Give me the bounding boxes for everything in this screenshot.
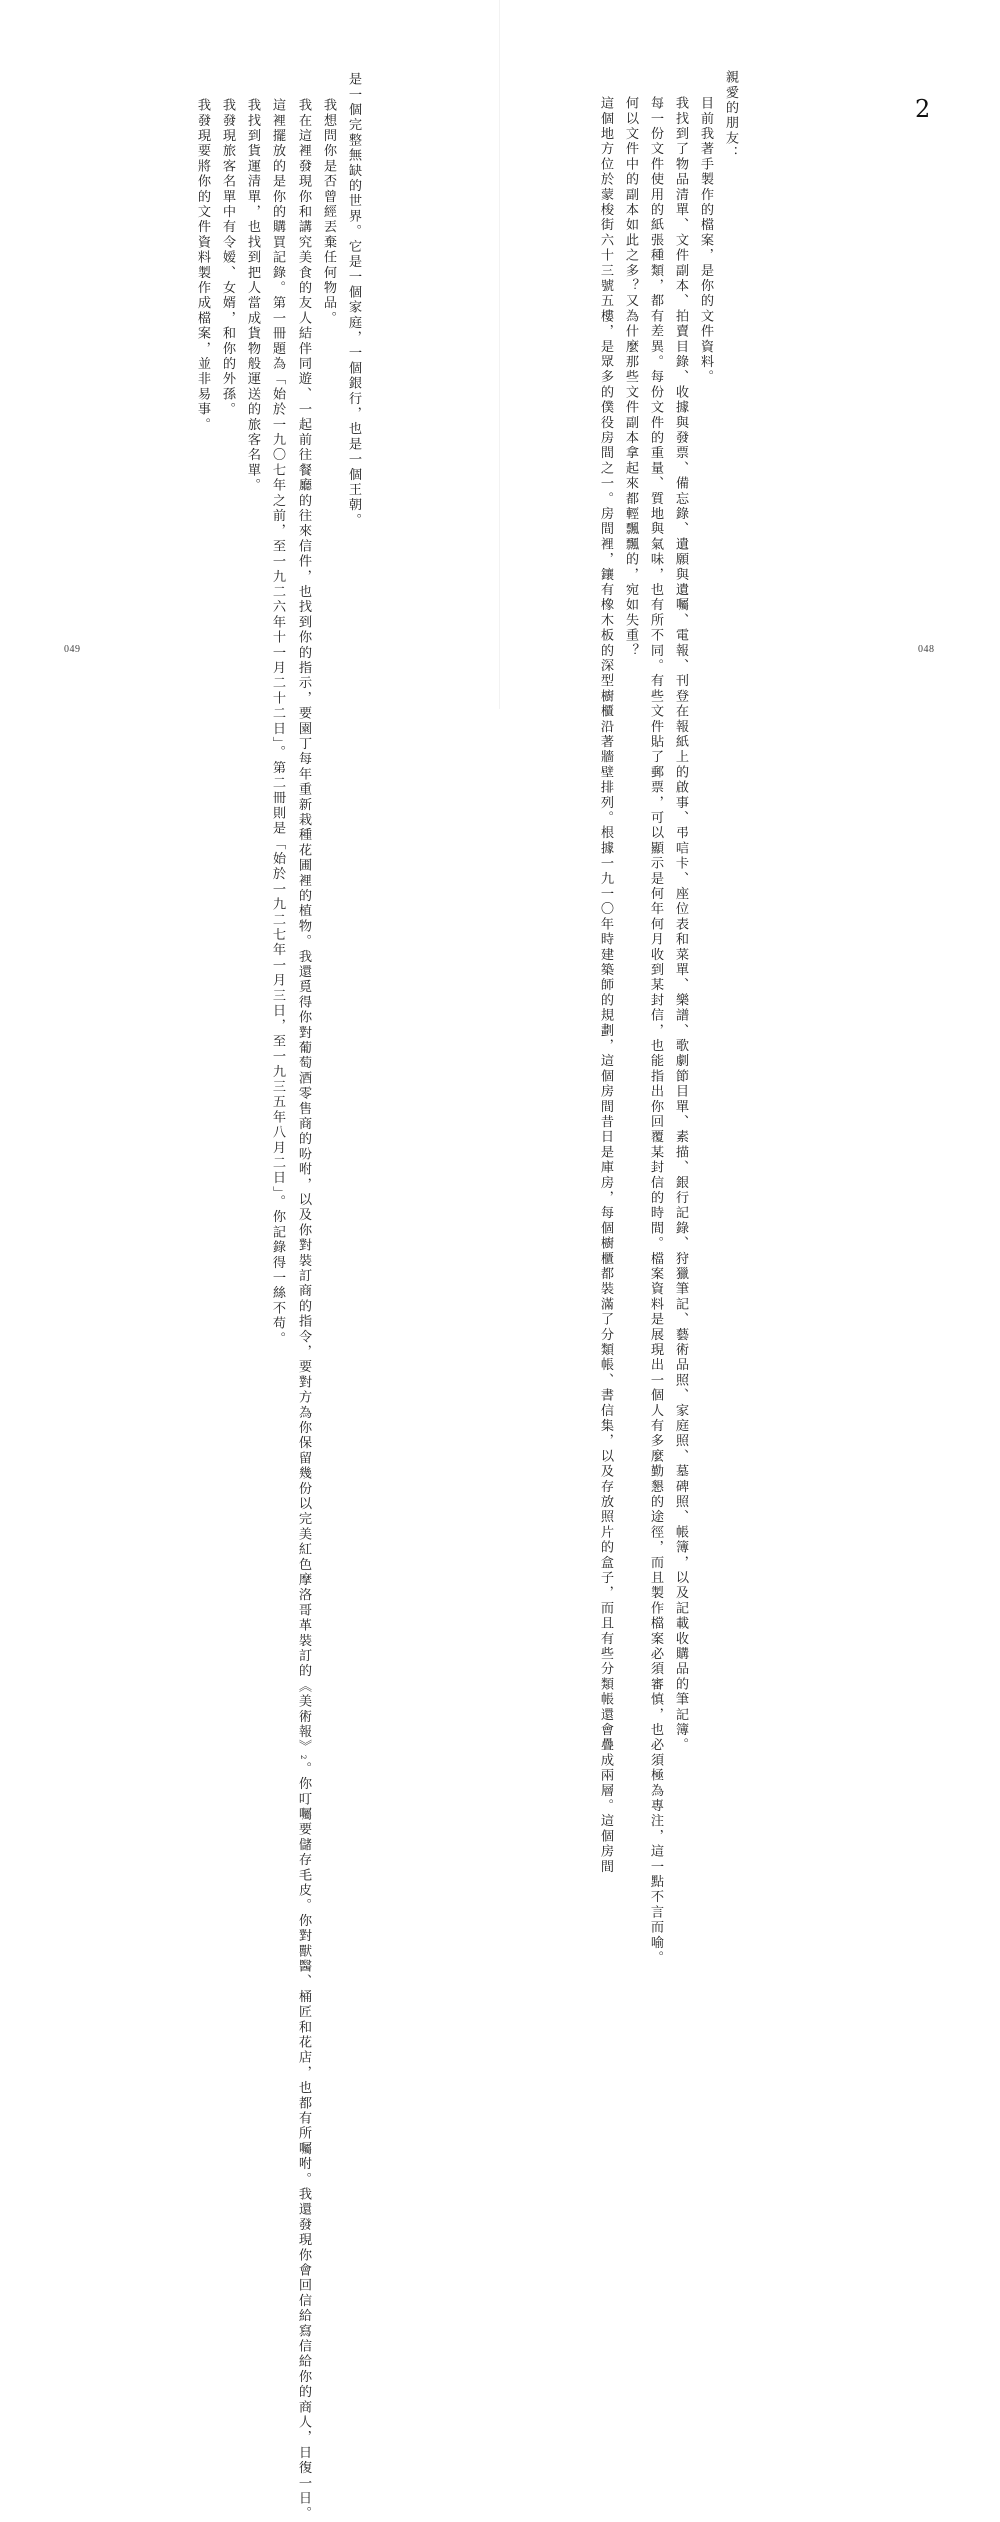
chapter-number: 2: [915, 95, 931, 123]
page-number-left: 049: [64, 644, 81, 655]
paragraph: 我找到貨運清單，也找到把人當成貨物般運送的旅客名單。: [245, 98, 260, 494]
paragraph-text: 。你叮囑要儲存毛皮。你對獸醫、桶匠和花店，也都有所囑咐。我還發現你會回信給寫信給你的商人，日復一日。: [296, 1761, 311, 2522]
footnote-marker[interactable]: 2: [299, 1755, 307, 1762]
paragraph: 我發現要將你的文件資料製作成檔案，並非易事。: [195, 98, 210, 433]
magazine-title: 裝訂的《美術報》: [296, 1633, 311, 1756]
paragraph: 這個地方位於蒙梭街六十三號五樓，是眾多的僕役房間之一。房間裡，鑲有橡木板的深型櫥櫃沿著牆壁排列。根據一九一〇年時建築師的規劃，這個房間昔日是庫房，每個櫥櫃都裝滿了分類帳、書信集，以及存放照片的盒子，而且有些分類帳還會疊成兩層。這個房間: [598, 96, 613, 1875]
page-gutter: [499, 0, 500, 709]
paragraph: 每一份文件使用的紙張種類，都有差異。每份文件的重量、質地與氣味，也有所不同。有些文件貼了郵票，可以顯示是何年何月收到某封信，也能指出你回覆某封信的時間。檔案資料是展現出一個人有多麼勤懇的途徑，而且製作檔案必須審慎，也必須極為專注，這一點不言而喻。: [648, 96, 663, 1966]
paragraph-continued: 是一個完整無缺的世界。它是一個家庭，一個銀行，也是一個王朝。: [346, 72, 361, 528]
page-number-right: 048: [918, 644, 935, 655]
paragraph: 何以文件中的副本如此之多？又為什麼那些文件副本拿起來都輕飄飄的，宛如失重？: [623, 96, 638, 659]
paragraph: [290, 72, 316, 2522]
right-page-text: [593, 70, 743, 1966]
paragraph: 我發現旅客名單中有令嫒、女婿，和你的外孫。: [220, 98, 235, 418]
left-page-text: [190, 72, 366, 2522]
salutation: 親愛的朋友：: [723, 70, 738, 162]
paragraph: 我想問你是否曾經丟棄任何物品。: [321, 98, 336, 327]
paragraph: 目前我著手製作的檔案，是你的文件資料。: [698, 96, 713, 386]
paragraph: 這裡擺放的是你的購買記錄。第一冊題為「始於一九〇七年之前，至一九二六年十一月二十二日」。第二冊則是「始於一九二七年一月三日，至一九三五年八月二日」。你記錄得一絲不苟。: [270, 98, 285, 1347]
paragraph-text: 我在這裡發現你和講究美食的友人結伴同遊、一起前往餐廳的往來信件，也找到你的指示，要園丁每年重新栽種花圃裡的植物。我還覓得你對葡萄酒零售商的吩咐，以及你對裝訂商的指令，要對方為你保留幾份以完美紅色摩洛哥革: [296, 98, 311, 1634]
paragraph: 我找到了物品清單、文件副本、拍賣目錄、收據與發票、備忘錄、遺願與遺囑、電報、刊登在報紙上的啟事、弔唁卡、座位表和菜單、樂譜、歌劇節目單、素描、銀行記錄、狩獵筆記、藝術品照、家庭照、墓碑照、帳簿，以及記載收購品的筆記簿。: [673, 96, 688, 1754]
